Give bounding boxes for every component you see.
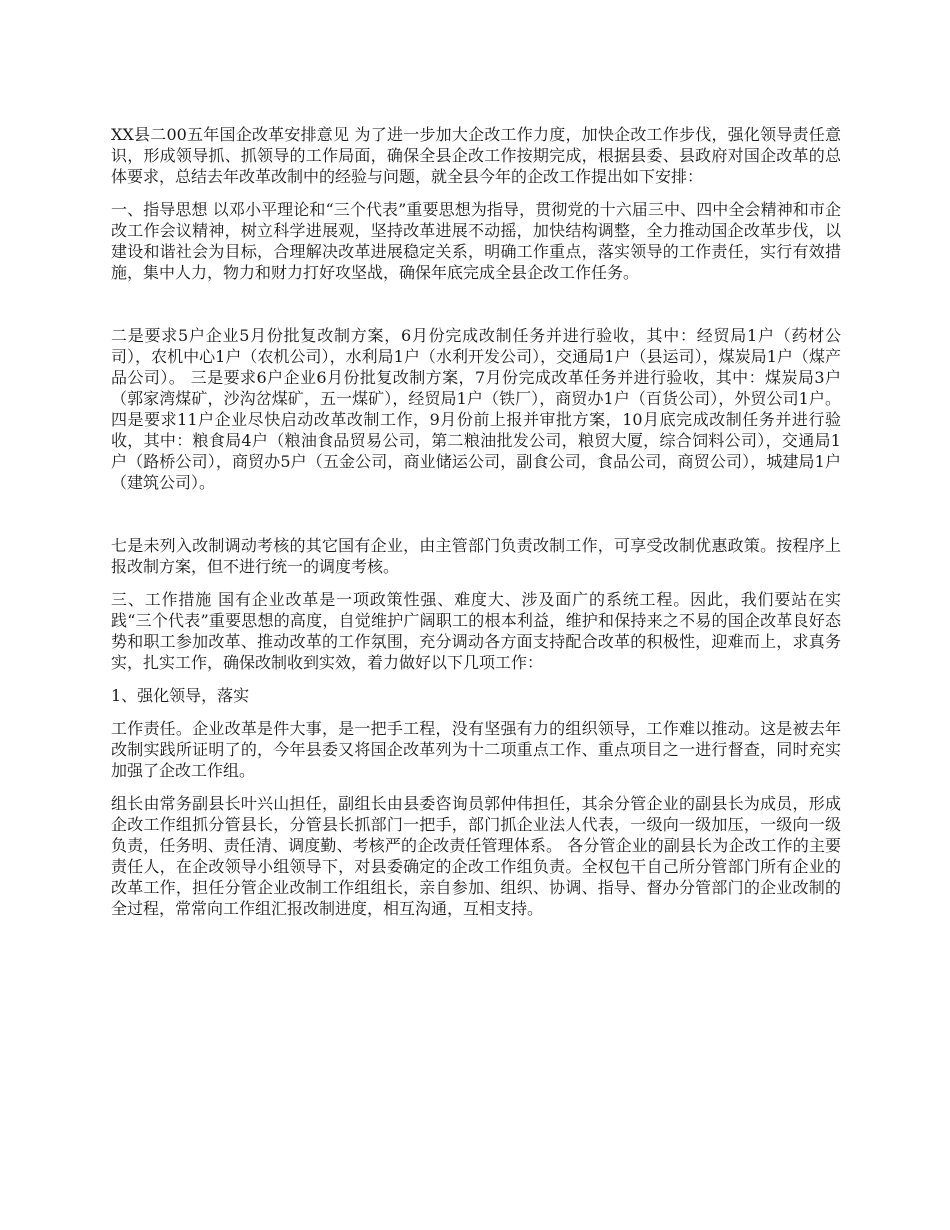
section-heading-strengthen-leadership: 1、强化领导，落实 — [111, 686, 250, 705]
document-page — [111, 124, 841, 931]
intro-paragraph: XX县二00五年国企改革安排意见 为了进一步加大企改工作力度，加快企改工作步伐，强化领导责任意识，形成领导抓、抓领导的工作局面，确保全县企改工作按期完成，根据县委、县政府对国企改革的总体要求，总结去年改革改制中的经验与问题，就全县今年的企改工作提出如下安排： — [111, 125, 841, 186]
requirements-paragraph: 二是要求5户企业5月份批复改制方案，6月份完成改制任务并进行验收，其中：经贸局1户（药材公司），农机中心1户（农机公司），水利局1户（水利开发公司），交通局1户（县运司），煤炭局1户（煤产品公司）。 三是要求6户企业6月份批复改制方案，7月份完成改革任务并进行验收，其中：煤炭局3户（郭家湾煤矿，沙沟岔煤矿，五一煤矿），经贸局1户（铁厂），商贸办1户（百货公司），外贸公司1户。 四是要求11户企业尽快启动改革改制工作，9月份前上报并审批方案，10月底完成改制任务并进行验收，其中：粮食局4户（粮油食品贸易公司，第二粮油批发公司，粮贸大厦，综合饲料公司），交通局1户（路桥公司），商贸办5户（五金公司，商业储运公司，副食公司，食品公司，商贸公司），城建局1户（建筑公司）。 — [111, 326, 841, 492]
work-responsibility-paragraph: 工作责任。企业改革是件大事，是一把手工程，没有坚强有力的组织领导，工作难以推动。这是被去年改制实践所证明了的，今年县委又将国企改革列为十二项重点工作、重点项目之一进行督查，同时充实加强了企改工作组。 — [111, 719, 841, 780]
work-measures-paragraph: 三、工作措施 国有企业改革是一项政策性强、难度大、涉及面广的系统工程。因此，我们要站在实践“三个代表”重要思想的高度，自觉维护广阔职工的根本利益，维护和保持来之不易的国企改革良好态势和职工参加改革、推动改革的工作氛围，充分调动各方面支持配合改革的积极性，迎难而上，求真务实，扎实工作，确保改制收到实效，着力做好以下几项工作： — [111, 590, 841, 672]
seventh-requirement-paragraph: 七是未列入改制调动考核的其它国有企业，由主管部门负责改制工作，可享受改制优惠政策。按程序上报改制方案，但不进行统一的调度考核。 — [111, 536, 841, 576]
guiding-ideology-paragraph: 一、指导思想 以邓小平理论和“三个代表”重要思想为指导，贯彻党的十六届三中、四中全会精神和市企改工作会议精神，树立科学进展观，坚持改革进展不动摇，加快结构调整，全力推动国企改革步伐，以建设和谐社会为目标，合理解决改革进展稳定关系，明确工作重点，落实领导的工作责任，实行有效措施，集中人力，物力和财力打好攻坚战，确保年底完成全县企改工作任务。 — [111, 200, 841, 282]
group-leader-paragraph: 组长由常务副县长叶兴山担任，副组长由县委咨询员郭仲伟担任，其余分管企业的副县长为成员，形成企改工作组抓分管县长，分管县长抓部门一把手，部门抓企业法人代表，一级向一级加压，一级向一级负责，任务明、责任清、调度勤、考核严的企改责任管理体系。 各分管企业的副县长为企改工作的主要责任人，在企改领导小组领导下，对县委确定的企改工作组负责。全权包干自己所分管部门所有企业的改革工作，担任分管企业改制工作组组长，亲自参加、组织、协调、指导、督办分管部门的企业改制的全过程，常常向工作组汇报改制进度，相互沟通，互相支持。 — [111, 794, 841, 918]
